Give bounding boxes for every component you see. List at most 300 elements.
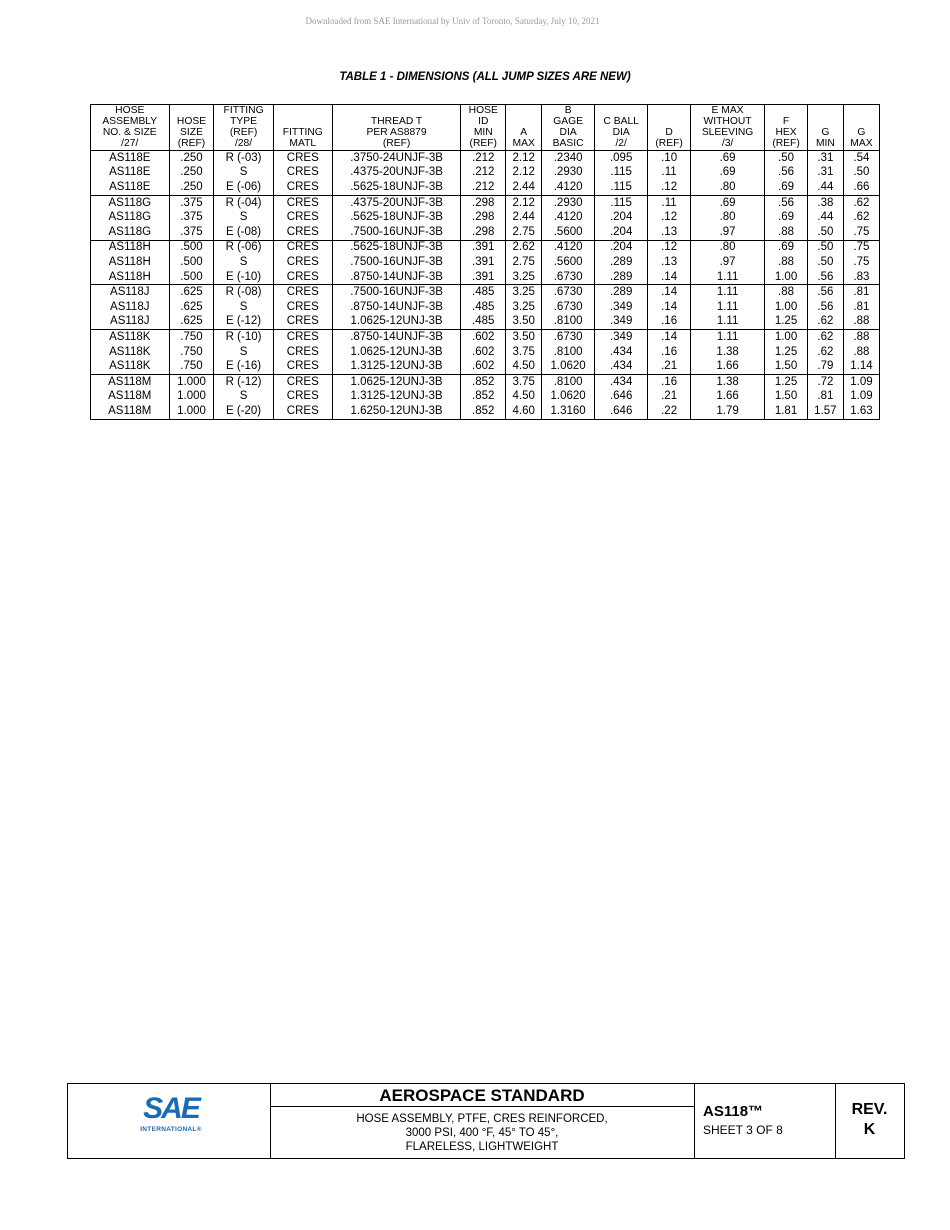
table-cell: AS118J <box>91 315 170 330</box>
table-cell: 1.38 <box>690 374 764 389</box>
table-cell: 4.50 <box>506 390 542 405</box>
table-cell: .79 <box>807 359 843 374</box>
table-cell: 1.09 <box>843 390 879 405</box>
table-cell: S <box>214 210 273 225</box>
table-cell: S <box>214 345 273 360</box>
table-cell: S <box>214 255 273 270</box>
column-header-line: TYPE <box>230 116 258 127</box>
table-cell: CRES <box>273 404 332 419</box>
table-cell: 1.000 <box>169 404 214 419</box>
table-cell: .12 <box>648 180 691 195</box>
revision-value: K <box>863 1121 876 1138</box>
column-header-line: MAX <box>850 138 873 149</box>
table-cell: 1.79 <box>690 404 764 419</box>
table-cell: 1.11 <box>690 300 764 315</box>
table-cell: 1.0625-12UNJ-3B <box>332 345 460 360</box>
table-cell: .095 <box>595 151 648 166</box>
table-cell: CRES <box>273 225 332 240</box>
table-row <box>91 270 880 285</box>
column-header-line: (REF) <box>177 138 206 149</box>
table-cell: .88 <box>843 330 879 345</box>
table-cell: AS118K <box>91 345 170 360</box>
table-cell: AS118G <box>91 210 170 225</box>
column-header-line: HOSE <box>468 105 498 116</box>
table-cell: S <box>214 166 273 181</box>
table-cell: .69 <box>765 240 808 255</box>
column-header-line: GAGE <box>553 116 584 127</box>
table-cell: .4120 <box>542 180 595 195</box>
column-header-line: HOSE <box>115 105 145 116</box>
table-cell: .5600 <box>542 255 595 270</box>
column-header-line: (REF) <box>229 127 258 138</box>
table-cell: .8750-14UNJF-3B <box>332 330 460 345</box>
table-cell: .115 <box>595 166 648 181</box>
table-cell: .391 <box>461 255 506 270</box>
table-cell: AS118K <box>91 359 170 374</box>
column-header <box>332 105 460 151</box>
table-cell: AS118E <box>91 151 170 166</box>
table-cell: .56 <box>765 195 808 210</box>
table-cell: .50 <box>843 166 879 181</box>
table-cell: .69 <box>765 210 808 225</box>
table-cell: .4120 <box>542 240 595 255</box>
table-cell: .6730 <box>542 270 595 285</box>
table-cell: .349 <box>595 330 648 345</box>
table-cell: 1.14 <box>843 359 879 374</box>
column-header-line: SLEEVING <box>701 127 754 138</box>
table-cell: .83 <box>843 270 879 285</box>
column-header <box>690 105 764 151</box>
table-cell: .69 <box>690 195 764 210</box>
table-cell: 1.0625-12UNJ-3B <box>332 374 460 389</box>
table-cell: .56 <box>807 300 843 315</box>
table-cell: .6730 <box>542 330 595 345</box>
table-cell: R (-04) <box>214 195 273 210</box>
table-cell: 3.25 <box>506 300 542 315</box>
table-cell: CRES <box>273 151 332 166</box>
table-cell: .5625-18UNJF-3B <box>332 210 460 225</box>
table-cell: 1.81 <box>765 404 808 419</box>
table-cell: .750 <box>169 330 214 345</box>
table-cell: .4120 <box>542 210 595 225</box>
table-cell: 1.25 <box>765 374 808 389</box>
table-cell: .62 <box>843 210 879 225</box>
table-cell: CRES <box>273 166 332 181</box>
column-header-line: ID <box>478 116 489 127</box>
table-cell: 1.3160 <box>542 404 595 419</box>
column-header-line: THREAD T <box>370 116 423 127</box>
table-cell: .391 <box>461 240 506 255</box>
table-cell: .14 <box>648 285 691 300</box>
column-header <box>843 105 879 151</box>
table-cell: .250 <box>169 151 214 166</box>
table-cell: 1.11 <box>690 270 764 285</box>
table-cell: .8100 <box>542 345 595 360</box>
table-cell: .625 <box>169 300 214 315</box>
table-cell: AS118G <box>91 195 170 210</box>
column-header-line: HEX <box>775 127 797 138</box>
table-row <box>91 404 880 419</box>
table-row <box>91 300 880 315</box>
table-cell: CRES <box>273 315 332 330</box>
table-cell: S <box>214 390 273 405</box>
table-cell: 1.57 <box>807 404 843 419</box>
table-cell: 1.66 <box>690 359 764 374</box>
table-cell: 1.00 <box>765 300 808 315</box>
table-cell: CRES <box>273 359 332 374</box>
revision-label: REV. <box>851 1101 888 1118</box>
column-header-line: A <box>520 127 528 138</box>
table-cell: .69 <box>690 151 764 166</box>
column-header-line: ASSEMBLY <box>102 116 158 127</box>
table-cell: 1.00 <box>765 270 808 285</box>
table-cell: 1.11 <box>690 315 764 330</box>
table-cell: 4.50 <box>506 359 542 374</box>
table-cell: .2930 <box>542 195 595 210</box>
table-cell: .22 <box>648 404 691 419</box>
download-note: Downloaded from SAE International by Univ of Toronto, Saturday, July 10, 2021 <box>305 16 600 26</box>
sae-logo <box>136 1094 206 1133</box>
table-row <box>91 210 880 225</box>
table-cell: .375 <box>169 210 214 225</box>
column-header-line: C BALL <box>603 116 639 127</box>
table-cell: 2.44 <box>506 210 542 225</box>
table-cell: 1.11 <box>690 285 764 300</box>
table-cell: CRES <box>273 195 332 210</box>
table-cell: .62 <box>807 315 843 330</box>
table-cell: .852 <box>461 404 506 419</box>
table-cell: AS118J <box>91 300 170 315</box>
table-cell: 1.3125-12UNJ-3B <box>332 390 460 405</box>
table-cell: CRES <box>273 285 332 300</box>
table-cell: .88 <box>765 285 808 300</box>
column-header-line: (REF) <box>772 138 800 149</box>
column-header-line: NO. & SIZE <box>102 127 157 138</box>
column-header-line: /27/ <box>121 138 139 149</box>
column-header-line: DIA <box>559 127 577 138</box>
table-cell: .8750-14UNJF-3B <box>332 270 460 285</box>
table-cell: AS118E <box>91 180 170 195</box>
column-header <box>214 105 273 151</box>
table-cell: .4375-20UNJF-3B <box>332 166 460 181</box>
table-cell: AS118E <box>91 166 170 181</box>
column-header <box>765 105 808 151</box>
table-cell: 4.60 <box>506 404 542 419</box>
table-row <box>91 240 880 255</box>
table-cell: .56 <box>807 270 843 285</box>
table-cell: .97 <box>690 225 764 240</box>
table-title: TABLE 1 - DIMENSIONS (ALL JUMP SIZES ARE NEW) <box>339 71 631 83</box>
table-cell: CRES <box>273 255 332 270</box>
table-cell: 3.50 <box>506 330 542 345</box>
table-cell: .11 <box>648 195 691 210</box>
table-cell: .62 <box>843 195 879 210</box>
description-line: FLARELESS, LIGHTWEIGHT <box>405 1141 559 1153</box>
table-cell: .12 <box>648 240 691 255</box>
table-cell: .75 <box>843 255 879 270</box>
dimensions-table <box>90 104 880 420</box>
table-cell: S <box>214 300 273 315</box>
table-cell: AS118G <box>91 225 170 240</box>
column-header <box>542 105 595 151</box>
column-header-line: /2/ <box>615 138 627 149</box>
table-cell: .81 <box>807 390 843 405</box>
column-header-line: FITTING <box>223 105 264 116</box>
column-header <box>648 105 691 151</box>
table-cell: .434 <box>595 374 648 389</box>
table-cell: .10 <box>648 151 691 166</box>
table-cell: .500 <box>169 255 214 270</box>
table-cell: .375 <box>169 195 214 210</box>
column-header-line: (REF) <box>382 138 411 149</box>
column-header <box>461 105 506 151</box>
table-cell: .5625-18UNJF-3B <box>332 180 460 195</box>
table-row <box>91 166 880 181</box>
standard-description <box>270 1107 694 1154</box>
table-cell: 1.3125-12UNJ-3B <box>332 359 460 374</box>
table-cell: .602 <box>461 345 506 360</box>
table-cell: .2930 <box>542 166 595 181</box>
column-header <box>273 105 332 151</box>
table-cell: R (-03) <box>214 151 273 166</box>
table-cell: .602 <box>461 330 506 345</box>
table-cell: 1.00 <box>765 330 808 345</box>
table-cell: .289 <box>595 270 648 285</box>
table-cell: .298 <box>461 210 506 225</box>
table-cell: .2340 <box>542 151 595 166</box>
table-cell: .88 <box>843 315 879 330</box>
table-cell: CRES <box>273 345 332 360</box>
table-cell: 1.11 <box>690 330 764 345</box>
table-cell: .289 <box>595 285 648 300</box>
column-header-line: HOSE <box>176 116 207 127</box>
table-cell: .66 <box>843 180 879 195</box>
table-cell: .4375-20UNJF-3B <box>332 195 460 210</box>
column-header-line: PER AS8879 <box>366 127 427 138</box>
table-cell: CRES <box>273 390 332 405</box>
table-cell: .7500-16UNJF-3B <box>332 285 460 300</box>
table-cell: .88 <box>765 225 808 240</box>
table-cell: .16 <box>648 374 691 389</box>
table-cell: .56 <box>765 166 808 181</box>
table-body <box>91 151 880 420</box>
table-cell: .81 <box>843 300 879 315</box>
table-cell: 1.0620 <box>542 390 595 405</box>
table-cell: .50 <box>807 255 843 270</box>
table-cell: .434 <box>595 345 648 360</box>
table-cell: .21 <box>648 359 691 374</box>
table-cell: 2.12 <box>506 151 542 166</box>
table-cell: .212 <box>461 180 506 195</box>
table-cell: 2.62 <box>506 240 542 255</box>
table-cell: 2.44 <box>506 180 542 195</box>
table-cell: CRES <box>273 270 332 285</box>
table-cell: 2.12 <box>506 166 542 181</box>
table-cell: .7500-16UNJF-3B <box>332 255 460 270</box>
table-cell: AS118H <box>91 240 170 255</box>
table-cell: .204 <box>595 225 648 240</box>
table-cell: .69 <box>690 166 764 181</box>
table-cell: AS118H <box>91 270 170 285</box>
table-cell: .3750-24UNJF-3B <box>332 151 460 166</box>
table-cell: CRES <box>273 330 332 345</box>
column-header-line: BASIC <box>552 138 584 149</box>
table-cell: 2.75 <box>506 225 542 240</box>
column-header-line: /3/ <box>721 138 734 149</box>
table-cell: R (-08) <box>214 285 273 300</box>
column-header-line: D <box>665 127 673 138</box>
table-cell: .31 <box>807 166 843 181</box>
table-cell: .50 <box>807 240 843 255</box>
title-block <box>67 1083 905 1159</box>
table-cell: .44 <box>807 180 843 195</box>
table-row <box>91 151 880 166</box>
column-header-line: MATL <box>289 138 317 149</box>
table-cell: .62 <box>807 345 843 360</box>
document-number-cell <box>694 1084 836 1158</box>
table-cell: .50 <box>765 151 808 166</box>
table-cell: AS118M <box>91 374 170 389</box>
table-cell: .298 <box>461 195 506 210</box>
table-cell: .80 <box>690 180 764 195</box>
table-row <box>91 285 880 300</box>
column-header-line: MIN <box>815 138 835 149</box>
document-number: AS118™ <box>703 1103 764 1120</box>
table-cell: .50 <box>807 225 843 240</box>
description-line: 3000 PSI, 400 °F, 45° TO 45°, <box>405 1127 559 1139</box>
logo-cell <box>68 1084 271 1158</box>
table-cell: 3.75 <box>506 374 542 389</box>
column-header-line: B <box>564 105 572 116</box>
table-cell: CRES <box>273 180 332 195</box>
table-cell: .31 <box>807 151 843 166</box>
table-row <box>91 345 880 360</box>
table-cell: .38 <box>807 195 843 210</box>
table-cell: .212 <box>461 151 506 166</box>
table-cell: .500 <box>169 240 214 255</box>
table-cell: .7500-16UNJF-3B <box>332 225 460 240</box>
table-cell: .289 <box>595 255 648 270</box>
table-cell: .14 <box>648 270 691 285</box>
column-header-line: SIZE <box>180 127 203 138</box>
table-cell: .750 <box>169 345 214 360</box>
description-line: HOSE ASSEMBLY, PTFE, CRES REINFORCED, <box>356 1113 608 1125</box>
table-cell: R (-12) <box>214 374 273 389</box>
table-header-row <box>91 105 880 151</box>
table-cell: .69 <box>765 180 808 195</box>
table-cell: 2.75 <box>506 255 542 270</box>
standard-title: AEROSPACE STANDARD <box>270 1084 694 1107</box>
table-cell: .21 <box>648 390 691 405</box>
table-cell: .625 <box>169 315 214 330</box>
table-row <box>91 255 880 270</box>
table-cell: .391 <box>461 270 506 285</box>
table-cell: .646 <box>595 404 648 419</box>
table-cell: .80 <box>690 210 764 225</box>
sae-logo-subtext: INTERNATIONAL® <box>140 1126 202 1133</box>
table-cell: 1.0620 <box>542 359 595 374</box>
revision-cell <box>835 1084 904 1158</box>
table-cell: .646 <box>595 390 648 405</box>
table-cell: .485 <box>461 300 506 315</box>
table-cell: 1.63 <box>843 404 879 419</box>
table-cell: E (-08) <box>214 225 273 240</box>
table-row <box>91 315 880 330</box>
table-cell: .13 <box>648 225 691 240</box>
column-header-line: (REF) <box>655 138 683 149</box>
table-cell: E (-06) <box>214 180 273 195</box>
table-cell: .56 <box>807 285 843 300</box>
table-cell: .81 <box>843 285 879 300</box>
table-cell: .72 <box>807 374 843 389</box>
table-cell: 1.66 <box>690 390 764 405</box>
table-cell: .12 <box>648 210 691 225</box>
table-cell: E (-16) <box>214 359 273 374</box>
table-cell: .6730 <box>542 300 595 315</box>
table-row <box>91 374 880 389</box>
column-header <box>169 105 214 151</box>
table-cell: 3.75 <box>506 345 542 360</box>
column-header-line: G <box>857 127 866 138</box>
table-cell: .852 <box>461 390 506 405</box>
column-header-line: DIA <box>612 127 630 138</box>
table-row <box>91 225 880 240</box>
table-cell: .115 <box>595 180 648 195</box>
column-header-line: E MAX <box>711 105 744 116</box>
table-cell: .44 <box>807 210 843 225</box>
table-cell: .75 <box>843 240 879 255</box>
table-cell: .349 <box>595 300 648 315</box>
table-row <box>91 390 880 405</box>
table-cell: .11 <box>648 166 691 181</box>
table-cell: 3.25 <box>506 285 542 300</box>
table-cell: E (-12) <box>214 315 273 330</box>
table-cell: .852 <box>461 374 506 389</box>
table-cell: R (-06) <box>214 240 273 255</box>
table-cell: .88 <box>843 345 879 360</box>
table-cell: R (-10) <box>214 330 273 345</box>
table-cell: .212 <box>461 166 506 181</box>
table-cell: 3.50 <box>506 315 542 330</box>
table-cell: 1.0625-12UNJ-3B <box>332 315 460 330</box>
table-row <box>91 359 880 374</box>
table-cell: .434 <box>595 359 648 374</box>
table-cell: .8100 <box>542 315 595 330</box>
table-cell: .485 <box>461 315 506 330</box>
column-header-line: MAX <box>512 138 535 149</box>
table-cell: .62 <box>807 330 843 345</box>
table-cell: AS118M <box>91 404 170 419</box>
table-cell: .500 <box>169 270 214 285</box>
table-cell: .602 <box>461 359 506 374</box>
table-cell: .349 <box>595 315 648 330</box>
table-cell: 1.38 <box>690 345 764 360</box>
table-cell: .14 <box>648 330 691 345</box>
table-cell: CRES <box>273 240 332 255</box>
table-cell: AS118J <box>91 285 170 300</box>
table-cell: .6730 <box>542 285 595 300</box>
table-cell: AS118M <box>91 390 170 405</box>
table-cell: CRES <box>273 300 332 315</box>
column-header-line: WITHOUT <box>703 116 752 127</box>
table-cell: .88 <box>765 255 808 270</box>
table-cell: CRES <box>273 210 332 225</box>
table-cell: E (-10) <box>214 270 273 285</box>
table-row <box>91 180 880 195</box>
table-cell: .298 <box>461 225 506 240</box>
table-cell: CRES <box>273 374 332 389</box>
table-cell: .16 <box>648 315 691 330</box>
